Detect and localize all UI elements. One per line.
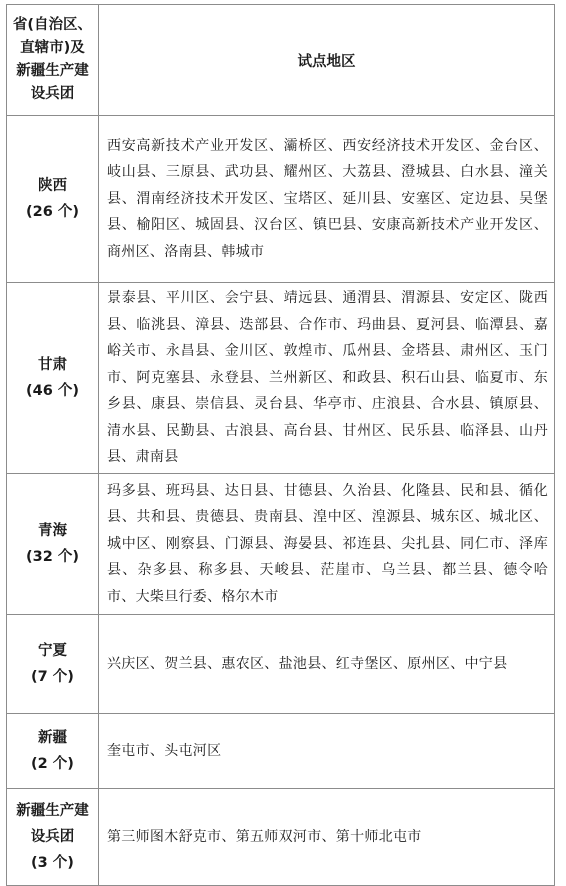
areas-cell: 玛多县、班玛县、达日县、甘德县、久治县、化隆县、民和县、循化县、共和县、贵德县、贵南县、湟中区、湟源县、城东区、城北区、城中区、刚察县、门源县、海晏县、祁连县、尖扎县、同仁市、泽库县、杂多县、称多县、天峻县、茫崖市、乌兰县、都兰县、德令哈市、大柴旦行委、格尔木市 — [99, 474, 555, 615]
table-row — [7, 283, 555, 474]
region-cell — [7, 474, 99, 615]
region-count: (2 个) — [31, 756, 74, 772]
region-cell — [7, 283, 99, 474]
areas-cell: 奎屯市、头屯河区 — [99, 714, 555, 789]
table-row — [7, 714, 555, 789]
table-row — [7, 615, 555, 714]
areas-cell: 西安高新技术产业开发区、灞桥区、西安经济技术开发区、金台区、岐山县、三原县、武功县、耀州区、大荔县、澄城县、白水县、潼关县、渭南经济技术开发区、宝塔区、延川县、安塞区、定边县、吴堡县、榆阳区、城固县、汉台区、镇巴县、安康高新技术产业开发区、商州区、洛南县、韩城市 — [99, 116, 555, 283]
areas-cell: 第三师图木舒克市、第五师双河市、第十师北屯市 — [99, 789, 555, 886]
region-name-line: 新疆生产建 — [16, 803, 89, 819]
header-areas-cell: 试点地区 — [99, 5, 555, 116]
areas-cell: 兴庆区、贺兰县、惠农区、盐池县、红寺堡区、原州区、中宁县 — [99, 615, 555, 714]
region-count: (46 个) — [26, 383, 79, 399]
table-header-row — [7, 5, 555, 116]
region-name: 宁夏 — [38, 643, 67, 659]
region-cell — [7, 615, 99, 714]
region-count: (3 个) — [31, 855, 74, 871]
region-name: 新疆 — [38, 730, 67, 746]
region-name: 陕西 — [38, 178, 67, 194]
table-row — [7, 789, 555, 886]
region-cell — [7, 789, 99, 886]
header-province-line: 直辖市)及 — [20, 40, 85, 56]
table-row — [7, 474, 555, 615]
region-name: 青海 — [38, 523, 67, 539]
region-cell — [7, 116, 99, 283]
header-province-line: 省(自治区、 — [12, 17, 93, 33]
region-count: (7 个) — [31, 669, 74, 685]
header-province-line: 设兵团 — [30, 86, 75, 102]
pilot-areas-table — [6, 4, 555, 886]
region-name: 甘肃 — [38, 357, 67, 373]
region-count: (32 个) — [26, 549, 79, 565]
table-row — [7, 116, 555, 283]
region-cell — [7, 714, 99, 789]
header-province-cell — [7, 5, 99, 116]
region-name-line: 设兵团 — [30, 829, 75, 845]
areas-cell: 景泰县、平川区、会宁县、靖远县、通渭县、渭源县、安定区、陇西县、临洮县、漳县、迭部县、合作市、玛曲县、夏河县、临潭县、嘉峪关市、永昌县、金川区、敦煌市、瓜州县、金塔县、肃州区、玉门市、阿克塞县、永登县、兰州新区、和政县、积石山县、临夏市、东乡县、康县、崇信县、灵台县、华亭市、庄浪县、合水县、镇原县、清水县、民勤县、古浪县、高台县、甘州区、民乐县、临泽县、山丹县、肃南县 — [99, 283, 555, 474]
header-province-line: 新疆生产建 — [16, 63, 89, 79]
region-count: (26 个) — [26, 204, 79, 220]
